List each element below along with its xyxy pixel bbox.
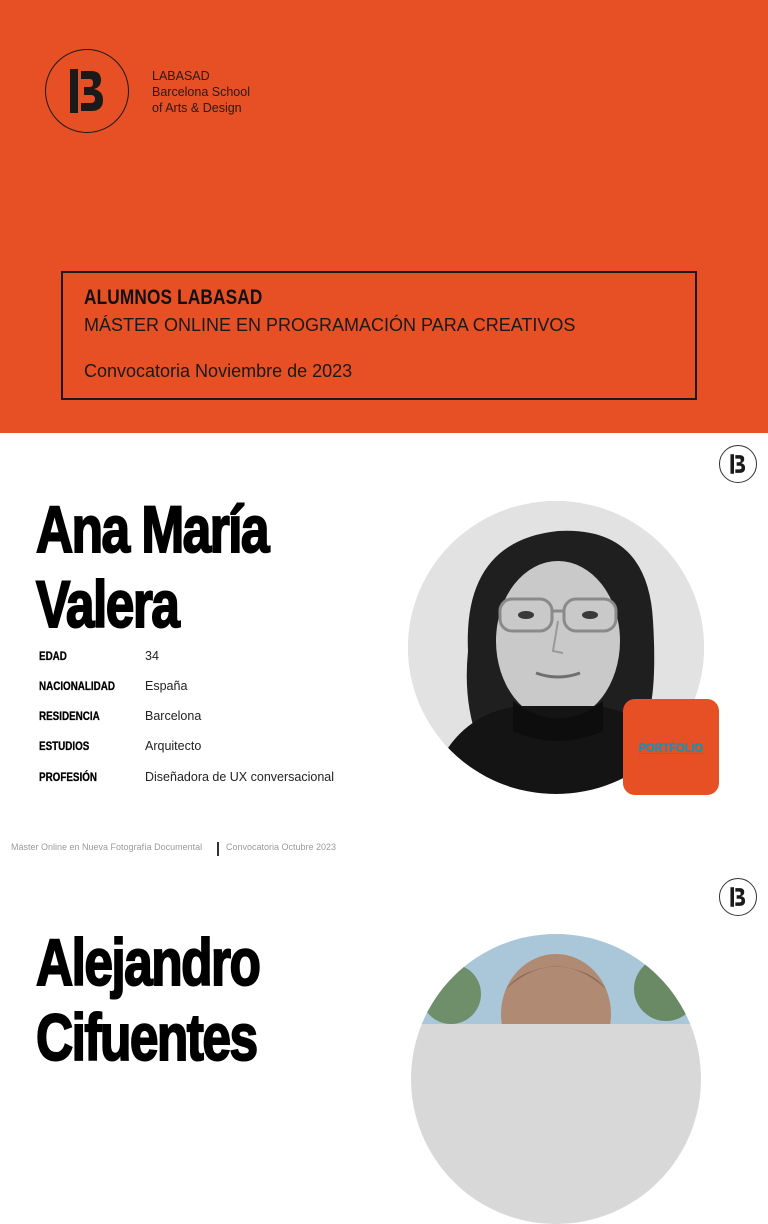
fact-label: PROFESIÓN: [39, 770, 97, 784]
student-name-first: Ana María: [36, 492, 269, 566]
fact-label: NACIONALIDAD: [39, 679, 115, 693]
labasad-logo: [45, 49, 129, 133]
footer-call: Convocatoria Octubre 2023: [226, 842, 337, 852]
cover-heading: ALUMNOS LABASAD: [84, 286, 263, 309]
student-photo: [411, 934, 701, 1224]
logo-line: of Arts & Design: [152, 101, 242, 115]
cover-subheading: MÁSTER ONLINE EN PROGRAMACIÓN PARA CREATIVOS: [84, 315, 576, 335]
fact-label: ESTUDIOS: [39, 739, 90, 753]
student-name-first: Alejandro: [36, 925, 260, 999]
cover-section: [0, 0, 768, 433]
logo-wordmark: [152, 68, 250, 116]
cover-date: Convocatoria Noviembre de 2023: [84, 361, 353, 381]
fact-value: Barcelona: [145, 709, 202, 723]
fact-value: España: [145, 679, 188, 693]
page-logo-icon: [719, 878, 757, 916]
page-logo-icon: [719, 445, 757, 483]
logo-line: LABASAD: [152, 69, 210, 83]
portrait-image: [411, 934, 701, 1024]
portfolio-button[interactable]: [623, 699, 719, 795]
labasad-monogram-icon: [730, 887, 746, 907]
fact-value: Diseñadora de UX conversacional: [145, 770, 334, 784]
fact-label: EDAD: [39, 649, 67, 663]
footer-program: Máster Online en Nueva Fotografía Documental: [11, 842, 203, 852]
fact-value: Arquitecto: [145, 739, 202, 753]
footer-divider: [217, 842, 219, 856]
labasad-monogram-icon: [730, 454, 746, 474]
portfolio-link[interactable]: PORTFOLIO: [638, 739, 704, 755]
logo-line: Barcelona School: [152, 85, 250, 99]
fact-value: 34: [145, 649, 159, 663]
fact-label: RESIDENCIA: [39, 709, 100, 723]
cover-title-box: [61, 271, 697, 400]
student-name-last: Valera: [36, 567, 179, 641]
labasad-monogram-icon: [69, 69, 105, 113]
student-name-last: Cifuentes: [36, 1000, 257, 1074]
